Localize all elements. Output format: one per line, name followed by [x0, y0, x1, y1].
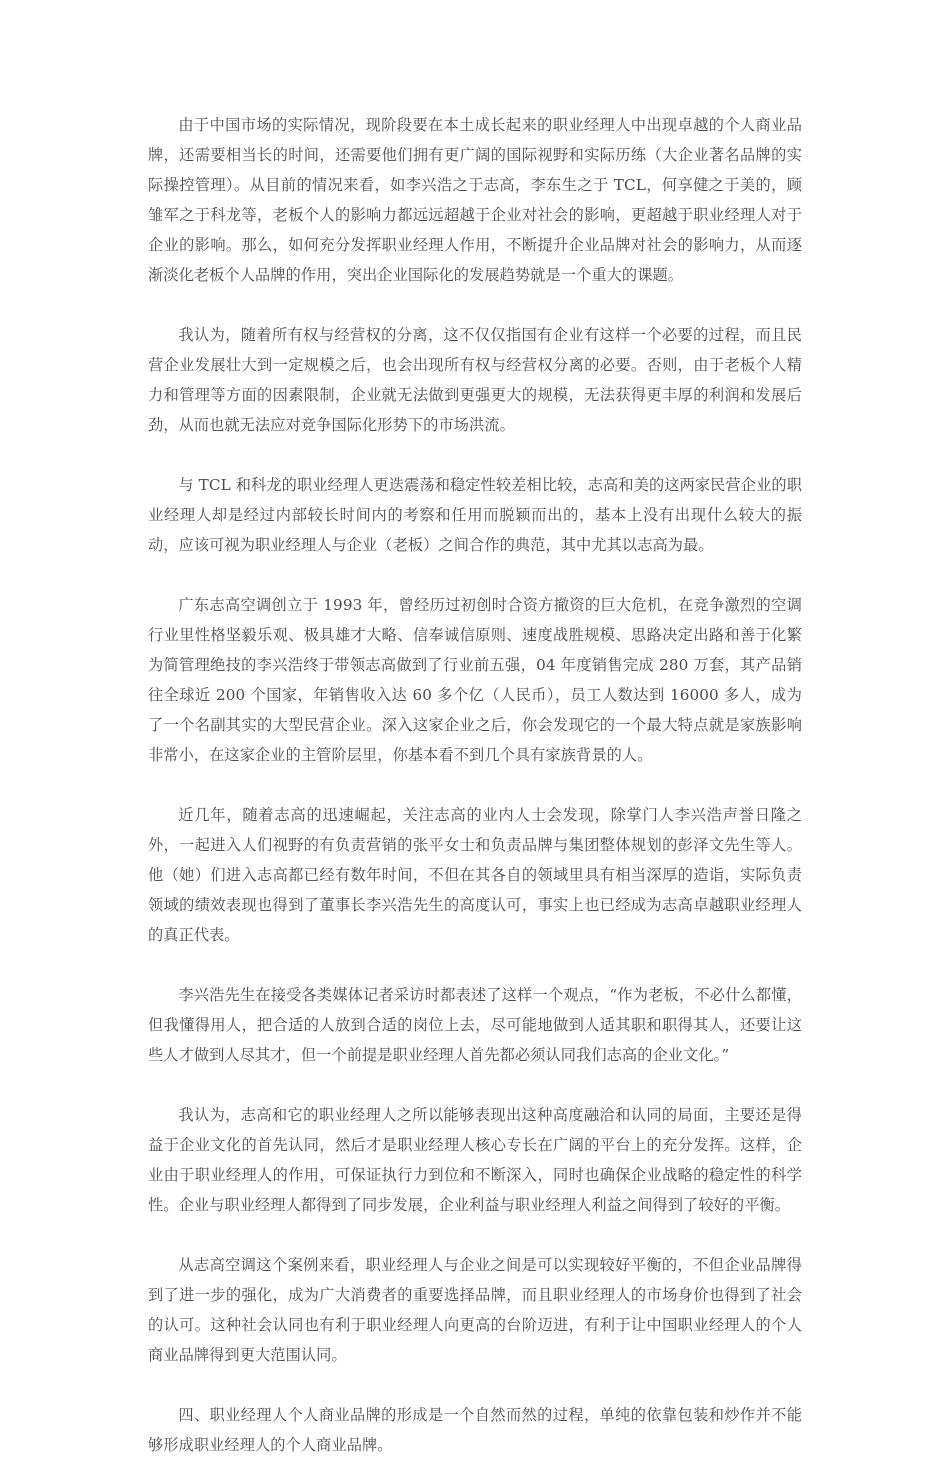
paragraph-3: 与 TCL 和科龙的职业经理人更迭震荡和稳定性较差相比较，志高和美的这两家民营企业的职业经理人却是经过内部较长时间内的考察和任用而脱颖而出的，基本上没有出现什么较大的振动，应该可视为职业经理人与企业（老板）之间合作的典范，其中尤其以志高为最。: [148, 476, 802, 554]
document-text-body: [148, 110, 802, 1460]
paragraph-6: 李兴浩先生在接受各类媒体记者采访时都表述了这样一个观点，“作为老板，不必什么都懂，但我懂得用人，把合适的人放到合适的岗位上去，尽可能地做到人适其职和职得其人，还要让这些人才做到人尽其才，但一个前提是职业经理人首先都必须认同我们志高的企业文化。”: [148, 986, 802, 1064]
paragraph-4: 广东志高空调创立于 1993 年，曾经历过初创时合资方撤资的巨大危机，在竞争激烈的空调行业里性格坚毅乐观、极具雄才大略、信奉诚信原则、速度战胜规模、思路决定出路和善于化繁为简管理绝技的李兴浩终于带领志高做到了行业前五强，04 年度销售完成 280 万套，其产品销往全球近 200 个国家，年销售收入达 60 多个亿（人民币），员工人数达到 16000 多人，成为了一个名副其实的大型民营企业。深入这家企业之后，你会发现它的一个最大特点就是家族影响非常小，在这家企业的主管阶层里，你基本看不到几个具有家族背景的人。: [148, 596, 802, 764]
paragraph-5: 近几年，随着志高的迅速崛起，关注志高的业内人士会发现，除掌门人李兴浩声誉日隆之外，一起进入人们视野的有负责营销的张平女士和负责品牌与集团整体规划的彭泽文先生等人。他（她）们进入志高都已经有数年时间，不但在其各自的领域里具有相当深厚的造诣，实际负责领域的绩效表现也得到了董事长李兴浩先生的高度认可，事实上也已经成为志高卓越职业经理人的真正代表。: [148, 806, 802, 944]
paragraph-1: 由于中国市场的实际情况，现阶段要在本土成长起来的职业经理人中出现卓越的个人商业品牌，还需要相当长的时间，还需要他们拥有更广阔的国际视野和实际历练（大企业著名品牌的实际操控管理）。从目前的情况来看，如李兴浩之于志高，李东生之于 TCL，何享健之于美的，顾雏军之于科龙等，老板个人的影响力都远远超越于企业对社会的影响，更超越于职业经理人对于企业的影响。那么，如何充分发挥职业经理人作用，不断提升企业品牌对社会的影响力，从而逐渐淡化老板个人品牌的作用，突出企业国际化的发展趋势就是一个重大的课题。: [148, 116, 802, 284]
paragraph-9-section-heading: 四、职业经理人个人商业品牌的形成是一个自然而然的过程，单纯的依靠包装和炒作并不能够形成职业经理人的个人商业品牌。: [148, 1406, 802, 1454]
paragraph-7: 我认为，志高和它的职业经理人之所以能够表现出这种高度融洽和认同的局面，主要还是得益于企业文化的首先认同，然后才是职业经理人核心专长在广阔的平台上的充分发挥。这样，企业由于职业经理人的作用，可保证执行力到位和不断深入，同时也确保企业战略的稳定性的科学性。企业与职业经理人都得到了同步发展，企业利益与职业经理人利益之间得到了较好的平衡。: [148, 1106, 802, 1214]
paragraph-8: 从志高空调这个案例来看，职业经理人与企业之间是可以实现较好平衡的，不但企业品牌得到了进一步的强化，成为广大消费者的重要选择品牌，而且职业经理人的市场身价也得到了社会的认可。这种社会认同也有利于职业经理人向更高的台阶迈进，有利于让中国职业经理人的个人商业品牌得到更大范围认同。: [148, 1256, 802, 1364]
paragraph-2: 我认为，随着所有权与经营权的分离，这不仅仅指国有企业有这样一个必要的过程，而且民营企业发展壮大到一定规模之后，也会出现所有权与经营权分离的必要。否则，由于老板个人精力和管理等方面的因素限制，企业就无法做到更强更大的规模，无法获得更丰厚的利润和发展后劲，从而也就无法应对竞争国际化形势下的市场洪流。: [148, 326, 802, 434]
